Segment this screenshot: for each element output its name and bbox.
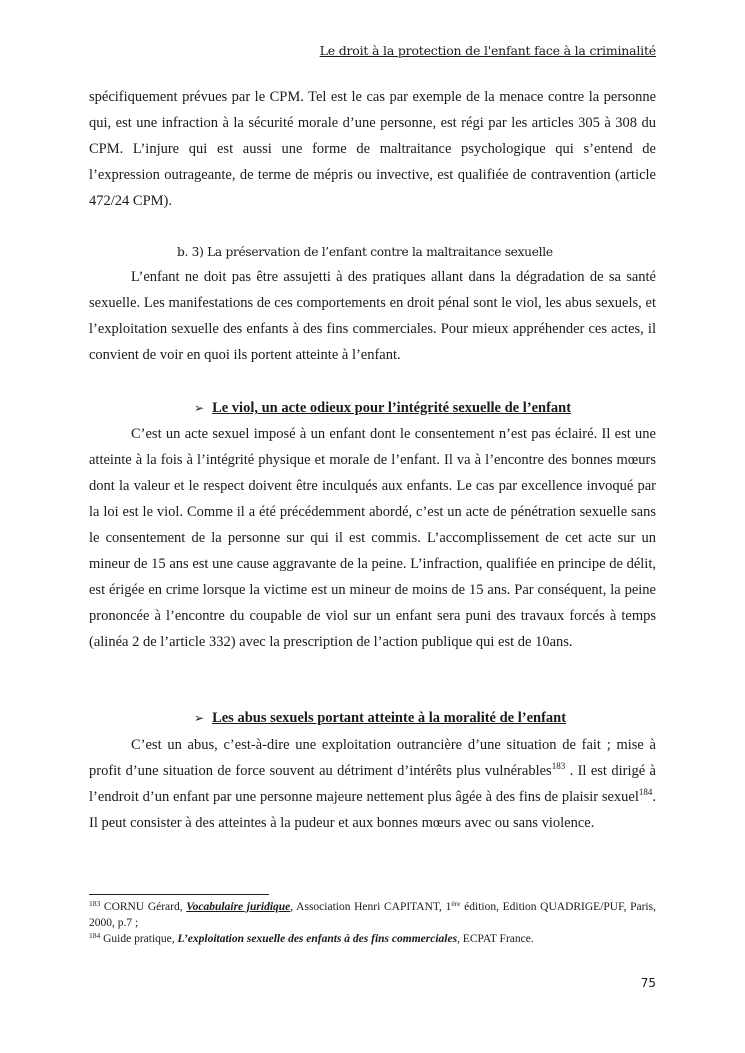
running-header: Le droit à la protection de l'enfant face à la criminalité: [319, 43, 656, 58]
footnote-number: 184: [89, 931, 101, 940]
abus-text-1: C’est un abus, c’est-à-dire une exploitation outrancière d’une situation de fait ; mise à profit d’une situation de force souvent au détriment d’intérêts plus vulnérables: [89, 737, 656, 779]
footnote-text: Guide pratique,: [100, 933, 178, 945]
footnote-183: [89, 899, 656, 931]
footnote-title: L’exploitation sexuelle des enfants à des fins commerciales: [177, 933, 458, 945]
footnote-title: Vocabulaire juridique: [186, 901, 291, 913]
footnote-text: , ECPAT France.: [457, 933, 534, 945]
abus-text-2: . Il est dirigé à l’endroit d’un enfant par une personne majeure nettement plus âgée à des fins de plaisir sexuel: [89, 763, 656, 805]
footnote-text: , Association Henri CAPITANT, 1: [290, 901, 452, 913]
footnote-ref-184: 184: [638, 787, 653, 797]
section-heading: b. 3) La préservation de l’enfant contre la maltraitance sexuelle: [177, 245, 553, 259]
footnote-number: 183: [89, 899, 101, 908]
subsection-heading-viol: [194, 400, 571, 417]
arrow-bullet-icon: ➢: [194, 401, 205, 415]
arrow-bullet-icon: ➢: [194, 711, 205, 725]
intro-paragraph: spécifiquement prévues par le CPM. Tel est le cas par exemple de la menace contre la personne qui, est une infraction à la sécurité morale d’une personne, est régi par les articles 305 à 308 du CPM. L’injure qui est aussi une forme de maltraitance psychologique qui s’entend de l’expression outrageante, de terme de mépris ou invective, est qualifiée de contravention (article 472/24 CPM).: [89, 89, 656, 209]
subsection-heading-viol-label: Le viol, un acte odieux pour l’intégrité sexuelle de l’enfant: [212, 400, 572, 416]
viol-paragraph: C’est un acte sexuel imposé à un enfant dont le consentement n’est pas éclairé. Il est une atteinte à la fois à l’intégrité physique et morale de l’enfant. Il va à l’encontre des bonnes mœurs dont la valeur et le respect doivent être inculqués aux enfants. Le cas par excellence invoqué par la loi est le viol. Comme il a été précédemment abordé, c’est un acte de pénétration sexuelle sans le consentement de la personne sur qui il est commis. L’accomplissement de cet acte sur un mineur de 15 ans est une cause aggravante de la peine. L’infraction, qualifiée en principe de délit, est érigée en crime lorsque la victime est un mineur de moins de 15 ans. Par conséquent, la peine prononcée à l’encontre du coupable de viol sur un enfant sera puni des travaux forcés à temps (alinéa 2 de l’article 332) avec la prescription de l’action publique qui est de 10ans.: [89, 426, 656, 650]
footnotes: [89, 899, 656, 947]
footnote-separator: [89, 894, 269, 895]
footnote-184: [89, 931, 656, 947]
footnote-text: édition, Edition QUADRIGE/PUF, Paris, 2000, p.7 ;: [89, 901, 656, 929]
section-paragraph: L’enfant ne doit pas être assujetti à des pratiques allant dans la dégradation de sa santé sexuelle. Les manifestations de ces comportements en droit pénal sont le viol, les abus sexuels, et l’exploitation sexuelle des enfants à des fins commerciales. Pour mieux appréhender ces actes, il convient de voir en quoi ils portent atteinte à l’enfant.: [89, 269, 656, 363]
footnote-ref-183: 183: [551, 761, 566, 771]
subsection-heading-abus-label: Les abus sexuels portant atteinte à la moralité de l’enfant: [212, 710, 567, 726]
abus-paragraph: [89, 732, 656, 836]
footnote-text: CORNU Gérard,: [100, 901, 187, 913]
abus-text-3: . Il peut consister à des atteintes à la pudeur et aux bonnes mœurs avec ou sans violence.: [89, 789, 656, 831]
subsection-heading-abus: [194, 710, 566, 727]
footnote-superscript: ère: [451, 899, 461, 908]
page-number: 75: [640, 976, 656, 990]
